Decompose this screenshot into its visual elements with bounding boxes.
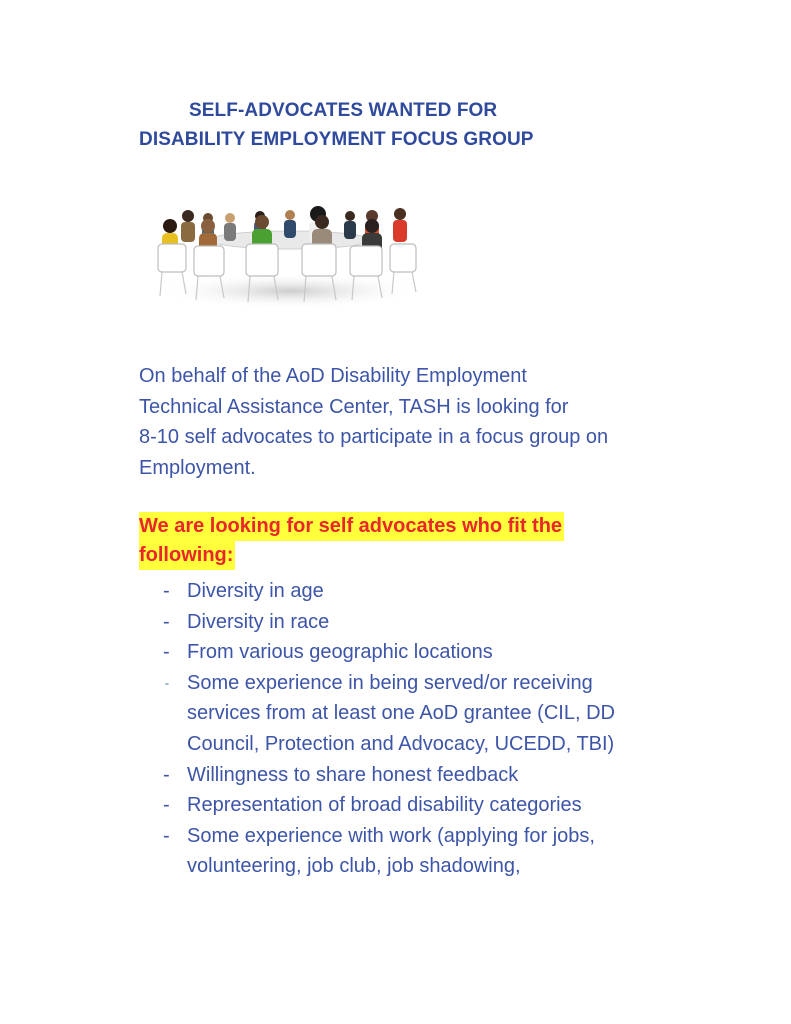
list-dash: - [165, 675, 169, 690]
list-dash: - [163, 794, 170, 817]
title-line-1: SELF-ADVOCATES WANTED FOR [189, 100, 498, 121]
list-item-text: Some experience with work (applying for jobs, [187, 824, 595, 847]
criteria-heading [139, 512, 699, 570]
list-item [158, 637, 718, 668]
list-item [158, 668, 718, 760]
flyer-title [139, 96, 699, 154]
list-item [158, 790, 718, 821]
intro-line: Employment. [139, 456, 256, 479]
intro-line: 8-10 self advocates to participate in a focus group on [139, 426, 609, 448]
list-item-text: services from at least one AoD grantee (CIL, DD [187, 702, 615, 725]
list-item-text: From various geographic locations [187, 641, 493, 664]
criteria-heading-line: We are looking for self advocates who fit the [139, 512, 564, 541]
list-item-text: Diversity in age [187, 580, 324, 602]
intro-line: Technical Assistance Center, TASH is looking for [139, 395, 569, 418]
list-item-text: Willingness to share honest feedback [187, 763, 519, 786]
list-item-text: Representation of broad disability categories [187, 794, 582, 817]
list-dash: - [163, 641, 170, 664]
list-item [158, 607, 718, 638]
list-item-text: Some experience in being served/or receiving [187, 671, 593, 694]
list-dash: - [163, 763, 170, 786]
criteria-heading-line: following: [139, 541, 235, 570]
list-dash: - [163, 580, 170, 602]
focus-group-photo [150, 196, 430, 312]
criteria-list [158, 576, 718, 882]
list-dash: - [163, 824, 170, 847]
list-item-text: volunteering, job club, job shadowing, [187, 855, 521, 878]
intro-paragraph [139, 361, 719, 483]
list-item-text: Council, Protection and Advocacy, UCEDD, TBI) [187, 732, 615, 755]
list-item [158, 576, 718, 607]
intro-line: On behalf of the AoD Disability Employment [139, 365, 527, 387]
list-dash: - [163, 610, 170, 633]
list-item [158, 760, 718, 791]
list-item [158, 821, 718, 882]
list-item-text: Diversity in race [187, 610, 330, 633]
title-line-2: DISABILITY EMPLOYMENT FOCUS GROUP [139, 129, 534, 150]
